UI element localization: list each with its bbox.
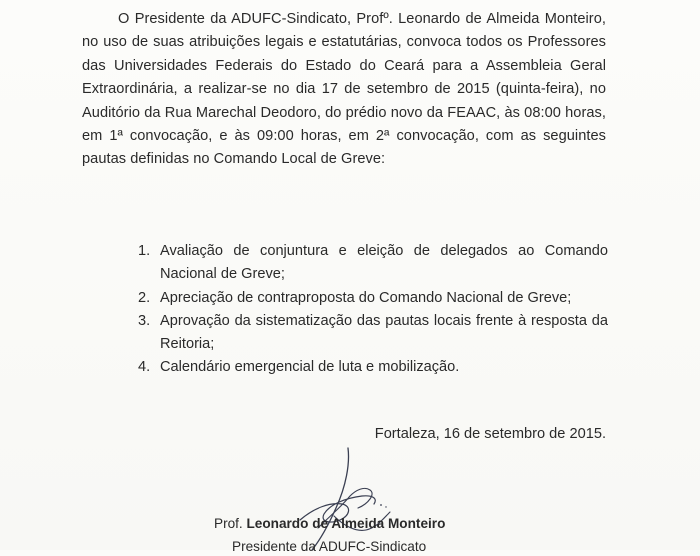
agenda-list	[138, 240, 608, 380]
convocation-paragraph: O Presidente da ADUFC-Sindicato, Profº. Leonardo de Almeida Monteiro, no uso de suas atribuições legais e estatutárias, convoca todos os Professores das Universidades Federais do Estado do Ceará para a Assembleia Geral Extraordinária, a realizar-se no dia 17 de setembro de 2015 (quinta-feira), no Auditório da Rua Marechal Deodoro, do prédio novo da FEAAC, às 08:00 horas, em 1ª convocação, e às 09:00 horas, em 2ª convocação, com as seguintes pautas definidas no Comando Local de Greve:	[82, 11, 606, 168]
agenda-item-number: 1.	[138, 243, 151, 259]
signature-dot	[385, 506, 386, 507]
agenda-item-number: 3.	[138, 312, 151, 329]
agenda-item-text: Apreciação de contraproposta do Comando Nacional de Greve;	[160, 289, 572, 306]
agenda-item	[138, 356, 608, 379]
signer-role: Presidente da ADUFC-Sindicato	[232, 539, 427, 554]
signer-name	[214, 515, 445, 533]
agenda-item-text: Calendário emergencial de luta e mobilização.	[160, 359, 460, 376]
agenda-item	[138, 310, 608, 357]
place-and-date: Fortaleza, 16 de setembro de 2015.	[374, 426, 606, 442]
agenda-item-number: 2.	[138, 289, 151, 306]
signature-dot	[380, 504, 382, 506]
signature-stroke	[312, 448, 349, 550]
signer-full-name: Leonardo de Almeida Monteiro	[246, 516, 446, 531]
agenda-item	[138, 240, 608, 287]
handwritten-signature	[290, 446, 410, 550]
agenda-item-text: Aprovação da sistematização das pautas locais frente à resposta da Reitoria;	[160, 312, 608, 353]
agenda-item	[138, 287, 608, 310]
agenda-item-number: 4.	[138, 359, 151, 376]
signer-title: Prof.	[214, 516, 247, 531]
agenda-item-text: Avaliação de conjuntura e eleição de delegados ao Comando Nacional de Greve;	[160, 243, 608, 283]
